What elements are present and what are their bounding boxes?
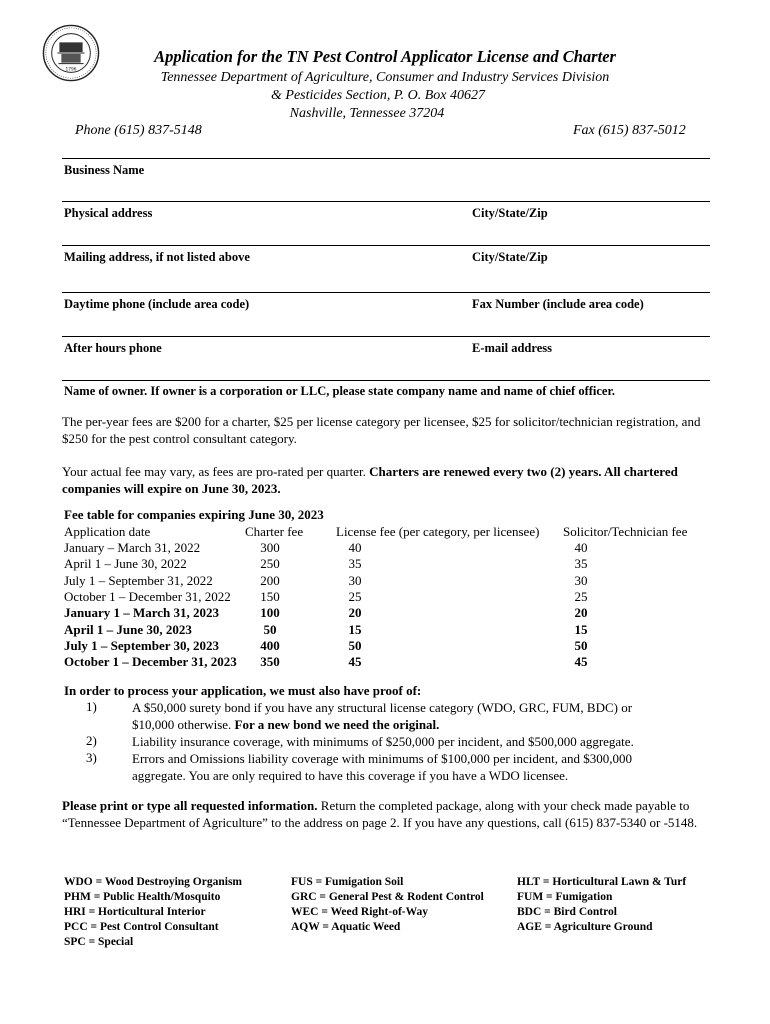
legend-column-1 bbox=[64, 875, 242, 950]
proof-item-liability: Liability insurance coverage, with minimums of $250,000 per incident, and $500,000 aggregate. bbox=[132, 734, 634, 749]
page-title: Application for the TN Pest Control Applicator License and Charter bbox=[154, 47, 616, 66]
header-po-box: & Pesticides Section, P. O. Box 40627 bbox=[271, 88, 485, 103]
legend-entry: WEC = Weed Right-of-Way bbox=[291, 906, 428, 918]
legend-entry: FUS = Fumigation Soil bbox=[291, 876, 404, 888]
owner-name-label: Name of owner. If owner is a corporation or LLC, please state company name and name of chief officer. bbox=[64, 384, 615, 398]
fee-table-title: Fee table for companies expiring June 30, 2023 bbox=[64, 507, 324, 522]
legend-entry: WDO = Wood Destroying Organism bbox=[64, 876, 243, 888]
header-city: Nashville, Tennessee 37204 bbox=[289, 106, 445, 121]
fee-table-cell-charter: 150 bbox=[260, 588, 280, 604]
rule-business-name[interactable] bbox=[62, 201, 710, 202]
fee-table-cell-date: July 1 – September 31, 2022 bbox=[64, 572, 213, 588]
fee-table-cell-license: 40 bbox=[348, 540, 362, 555]
proof-item-bond: A $50,000 surety bond if you have any structural license category (WDO, GRC, FUM, BDC) or $10,000 otherwise. For a new bond we need the original. bbox=[132, 700, 633, 732]
header-department: Tennessee Department of Agriculture, Consumer and Industry Services Division bbox=[160, 70, 610, 85]
city-state-zip-label-2: City/State/Zip bbox=[472, 250, 548, 264]
after-hours-phone-label: After hours phone bbox=[64, 341, 162, 355]
legend-entry: FUM = Fumigation bbox=[517, 891, 613, 903]
fee-table-cell-charter: 250 bbox=[260, 556, 280, 572]
fee-table-cell-date: April 1 – June 30, 2022 bbox=[64, 556, 187, 572]
fee-table-header-license: License fee (per category, per licensee) bbox=[336, 524, 540, 539]
legend-entry: SPC = Special bbox=[64, 936, 134, 948]
fee-table-cell-charter: 350 bbox=[260, 654, 280, 670]
legend-entry: HLT = Horticultural Lawn & Turf bbox=[517, 876, 687, 888]
fee-table-cell-date: January 1 – March 31, 2023 bbox=[64, 605, 220, 621]
fee-table-cell-charter: 300 bbox=[260, 540, 280, 555]
fee-table-cell-charter: 400 bbox=[260, 637, 280, 653]
rule-after-hours[interactable] bbox=[62, 380, 710, 381]
header-fax: Fax (615) 837-5012 bbox=[573, 123, 686, 138]
fee-table-cell-date: October 1 – December 31, 2023 bbox=[64, 654, 237, 670]
legend-entry: AQW = Aquatic Weed bbox=[291, 921, 401, 933]
fee-table-cell-solicitor: 15 bbox=[574, 621, 588, 637]
proration-paragraph: Your actual fee may vary, as fees are pro-rated per quarter. Charters are renewed every two (2) years. All chartered companies will expire on June 30, 2023. bbox=[62, 464, 678, 496]
legend-column-2 bbox=[291, 875, 484, 935]
fee-table-cell-charter: 50 bbox=[263, 621, 277, 637]
svg-text:1796: 1796 bbox=[65, 67, 77, 73]
fee-table-cell-date: October 1 – December 31, 2022 bbox=[64, 588, 231, 604]
daytime-phone-label: Daytime phone (include area code) bbox=[64, 297, 250, 311]
fee-table-cell-solicitor: 35 bbox=[574, 556, 588, 572]
fee-table-cell-solicitor: 40 bbox=[574, 540, 588, 555]
legend-entry: HRI = Horticultural Interior bbox=[64, 906, 206, 918]
fee-table-cell-solicitor: 50 bbox=[574, 637, 588, 653]
fee-table-header-charter: Charter fee bbox=[245, 524, 304, 539]
fax-number-label: Fax Number (include area code) bbox=[472, 297, 644, 311]
fee-table-cell-license: 35 bbox=[348, 556, 362, 572]
email-address-label: E-mail address bbox=[472, 341, 552, 355]
rule-mailing-address[interactable] bbox=[62, 292, 710, 293]
legend-entry: PCC = Pest Control Consultant bbox=[64, 921, 219, 933]
header-phone: Phone (615) 837-5148 bbox=[75, 123, 202, 138]
fee-table-cell-charter: 200 bbox=[260, 572, 280, 588]
fee-table-cell-license: 15 bbox=[348, 621, 362, 637]
physical-address-label: Physical address bbox=[64, 206, 153, 220]
business-name-label: Business Name bbox=[64, 163, 145, 177]
legend-column-3 bbox=[517, 875, 686, 935]
legend-entry: PHM = Public Health/Mosquito bbox=[64, 891, 221, 903]
instructions-paragraph: Please print or type all requested information. Return the completed package, along with your check made payable to “Tennessee Department of Agriculture” to the address on page 2. If you have any questions, call (615) 837-5340 or -5148. bbox=[62, 798, 698, 830]
fee-table-cell-license: 50 bbox=[348, 637, 362, 653]
fee-table-cell-date: April 1 – June 30, 2023 bbox=[64, 621, 192, 637]
fee-table-header-solicitor: Solicitor/Technician fee bbox=[563, 524, 688, 539]
fees-paragraph: The per-year fees are $200 for a charter, $25 per license category per licensee, $25 for solicitor/technician registration, and $250 for the pest control consultant category. bbox=[62, 414, 701, 446]
proof-item-number: 2) bbox=[86, 733, 97, 748]
fee-table-cell-license: 20 bbox=[348, 605, 362, 621]
rule-top bbox=[62, 158, 710, 159]
rule-daytime-phone[interactable] bbox=[62, 336, 710, 337]
mailing-address-label: Mailing address, if not listed above bbox=[64, 250, 250, 264]
fee-table-cell-solicitor: 45 bbox=[574, 654, 588, 670]
legend-entry: AGE = Agriculture Ground bbox=[517, 921, 653, 933]
fee-table-cell-date: July 1 – September 30, 2023 bbox=[64, 637, 220, 653]
fee-table-cell-license: 30 bbox=[348, 572, 362, 588]
proof-item-number: 1) bbox=[86, 699, 97, 714]
legend-entry: BDC = Bird Control bbox=[517, 906, 617, 918]
fee-table-cell-solicitor: 25 bbox=[574, 588, 588, 604]
fee-table-cell-solicitor: 30 bbox=[574, 572, 588, 588]
fee-table-cell-solicitor: 20 bbox=[574, 605, 588, 621]
fee-table-header-date: Application date bbox=[64, 524, 151, 539]
fee-table-cell-license: 25 bbox=[348, 588, 362, 604]
proof-item-errors-omissions: Errors and Omissions liability coverage with minimums of $100,000 per incident, and $300,000 aggregate. You are only required to have this coverage if you have a WDO licensee. bbox=[132, 751, 633, 783]
rule-physical-address[interactable] bbox=[62, 245, 710, 246]
fee-table-cell-charter: 100 bbox=[260, 605, 280, 621]
city-state-zip-label-1: City/State/Zip bbox=[472, 206, 548, 220]
fee-table-cell-date: January – March 31, 2022 bbox=[64, 540, 201, 555]
proof-heading: In order to process your application, we must also have proof of: bbox=[64, 683, 422, 698]
fee-table-cell-license: 45 bbox=[348, 654, 362, 670]
legend-entry: GRC = General Pest & Rodent Control bbox=[291, 891, 484, 903]
proof-item-number: 3) bbox=[86, 750, 97, 765]
